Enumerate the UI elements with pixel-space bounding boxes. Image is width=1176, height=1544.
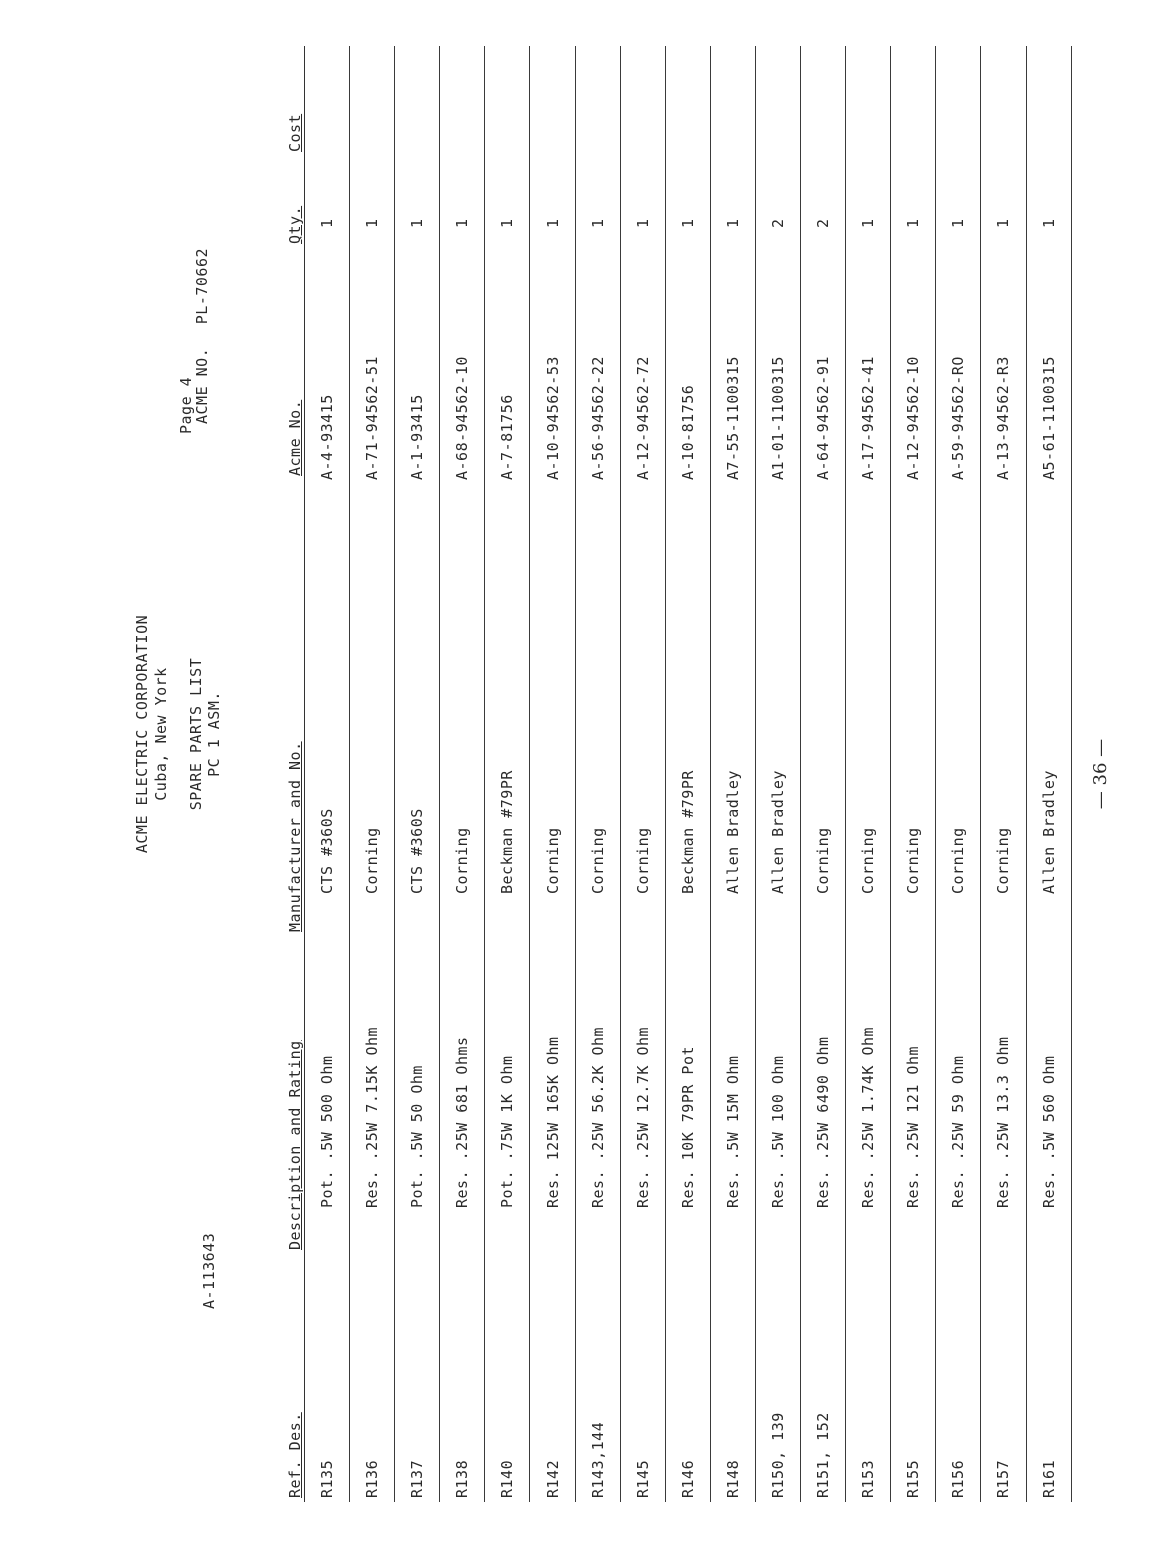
description-cell: Res. .25W 56.2K Ohm [575,936,620,1254]
manufacturer-cell: Corning [575,480,620,936]
qty-cell: 1 [395,156,440,248]
table-row [440,46,485,1502]
table-row [620,46,665,1502]
title-line-2: PC 1 ASM. [205,691,223,777]
qty-cell: 1 [981,156,1026,248]
ref-cell: R155 [891,1254,936,1502]
cost-cell [936,46,981,156]
table-row [305,46,350,1502]
manufacturer-cell: Corning [936,480,981,936]
table-row [395,46,440,1502]
ref-cell: R138 [440,1254,485,1502]
description-cell: Res. .25W 13.3 Ohm [981,936,1026,1254]
cost-cell [846,46,891,156]
acme-number-value: PL-70662 [193,247,211,325]
qty-cell: 1 [350,156,395,248]
table-row [575,46,620,1502]
acme-no-cell: A5-61-1100315 [1026,248,1071,480]
qty-cell: 1 [936,156,981,248]
acme-no-cell: A-10-94562-53 [530,248,575,480]
description-cell: Res. .5W 560 Ohm [1026,936,1071,1254]
ref-cell: R156 [936,1254,981,1502]
list-title [187,484,223,984]
manufacturer-cell: Allen Bradley [755,480,800,936]
ref-cell: R136 [350,1254,395,1502]
cost-cell [350,46,395,156]
qty-cell: 2 [755,156,800,248]
description-cell: Res. .5W 15M Ohm [710,936,755,1254]
cost-cell [530,46,575,156]
description-cell: Res. .25W 1.74K Ohm [846,936,891,1254]
acme-number-label: ACME NO. [193,347,211,424]
cost-cell [755,46,800,156]
description-cell: Pot. .5W 50 Ohm [395,936,440,1254]
company-name: ACME ELECTRIC CORPORATION [133,614,151,854]
cost-cell [710,46,755,156]
company-block [133,484,170,984]
acme-no-cell: A-7-81756 [485,248,530,480]
acme-no-cell: A7-55-1100315 [710,248,755,480]
table-row [891,46,936,1502]
ref-cell: R161 [1026,1254,1071,1502]
qty-cell: 1 [891,156,936,248]
acme-no-cell: A-68-94562-10 [440,248,485,480]
table-row [665,46,710,1502]
acme-no-cell: A-71-94562-51 [350,248,395,480]
qty-cell: 1 [530,156,575,248]
manufacturer-cell: Allen Bradley [1026,480,1071,936]
table-row [530,46,575,1502]
column-header-manufacturer: Manufacturer and No. [282,480,305,936]
cost-cell [395,46,440,156]
column-header-qty: Qty. [282,156,305,248]
acme-no-cell: A-10-81756 [665,248,710,480]
parts-table [282,46,1072,1502]
cost-cell [305,46,350,156]
manufacturer-cell: Allen Bradley [710,480,755,936]
table-row [350,46,395,1502]
acme-no-cell: A-1-93415 [395,248,440,480]
qty-cell: 1 [665,156,710,248]
manufacturer-cell: Corning [530,480,575,936]
table-row [485,46,530,1502]
manufacturer-cell: Corning [620,480,665,936]
table-row [710,46,755,1502]
manufacturer-cell: Corning [891,480,936,936]
cost-cell [891,46,936,156]
description-cell: Res. .25W 59 Ohm [936,936,981,1254]
title-line-1: SPARE PARTS LIST [187,657,205,811]
qty-cell: 2 [801,156,846,248]
ref-cell: R151, 152 [801,1254,846,1502]
ref-cell: R142 [530,1254,575,1502]
manufacturer-cell: Corning [350,480,395,936]
cost-cell [801,46,846,156]
column-header-description: Description and Rating [282,936,305,1254]
description-cell: Res. .5W 100 Ohm [755,936,800,1254]
acme-no-cell: A-56-94562-22 [575,248,620,480]
acme-no-cell: A1-01-1100315 [755,248,800,480]
document-number: A-113643 [200,1232,218,1309]
table-row [1026,46,1071,1502]
acme-no-cell: A-64-94562-91 [801,248,846,480]
acme-no-cell: A-12-94562-72 [620,248,665,480]
ref-cell: R150, 139 [755,1254,800,1502]
cost-cell [440,46,485,156]
table-header-row [282,46,305,1502]
table-row [846,46,891,1502]
manufacturer-cell: CTS #360S [305,480,350,936]
ref-cell: R143,144 [575,1254,620,1502]
cost-cell [485,46,530,156]
manufacturer-cell: Beckman #79PR [665,480,710,936]
acme-no-cell: A-12-94562-10 [891,248,936,480]
qty-cell: 1 [1026,156,1071,248]
column-header-ref: Ref. Des. [282,1254,305,1502]
qty-cell: 1 [305,156,350,248]
ref-cell: R157 [981,1254,1026,1502]
cost-cell [665,46,710,156]
ref-cell: R145 [620,1254,665,1502]
ref-cell: R148 [710,1254,755,1502]
ref-cell: R135 [305,1254,350,1502]
description-cell: Res. .25W 121 Ohm [891,936,936,1254]
description-cell: Res. 125W 165K Ohm [530,936,575,1254]
qty-cell: 1 [710,156,755,248]
acme-no-cell: A-13-94562-R3 [981,248,1026,480]
table-row [801,46,846,1502]
qty-cell: 1 [620,156,665,248]
qty-cell: 1 [440,156,485,248]
acme-number [193,248,211,424]
qty-cell: 1 [846,156,891,248]
cost-cell [981,46,1026,156]
table-row [755,46,800,1502]
cost-cell [620,46,665,156]
qty-cell: 1 [485,156,530,248]
description-cell: Res. 10K 79PR Pot [665,936,710,1254]
cost-cell [575,46,620,156]
manufacturer-cell: Corning [801,480,846,936]
column-header-cost: Cost [282,46,305,156]
description-cell: Res. .25W 681 Ohms [440,936,485,1254]
ref-cell: R146 [665,1254,710,1502]
manufacturer-cell: CTS #360S [395,480,440,936]
qty-cell: 1 [575,156,620,248]
description-cell: Pot. .75W 1K Ohm [485,936,530,1254]
manufacturer-cell: Corning [440,480,485,936]
table-row [981,46,1026,1502]
acme-no-cell: A-4-93415 [305,248,350,480]
acme-no-cell: A-59-94562-RO [936,248,981,480]
acme-no-cell: A-17-94562-41 [846,248,891,480]
parts-table-body [305,46,1072,1502]
manufacturer-cell: Corning [981,480,1026,936]
ref-cell: R140 [485,1254,530,1502]
cost-cell [1026,46,1071,156]
description-cell: Res. .25W 7.15K Ohm [350,936,395,1254]
page-number: — 36 — [1090,738,1111,810]
column-header-acme-no: Acme No. [282,248,305,480]
table-row [936,46,981,1502]
page-label: Page 4 [177,376,195,434]
description-cell: Pot. .5W 500 Ohm [305,936,350,1254]
ref-cell: R153 [846,1254,891,1502]
manufacturer-cell: Beckman #79PR [485,480,530,936]
description-cell: Res. .25W 6490 Ohm [801,936,846,1254]
description-cell: Res. .25W 12.7K Ohm [620,936,665,1254]
manufacturer-cell: Corning [846,480,891,936]
company-location: Cuba, New York [152,667,170,801]
ref-cell: R137 [395,1254,440,1502]
